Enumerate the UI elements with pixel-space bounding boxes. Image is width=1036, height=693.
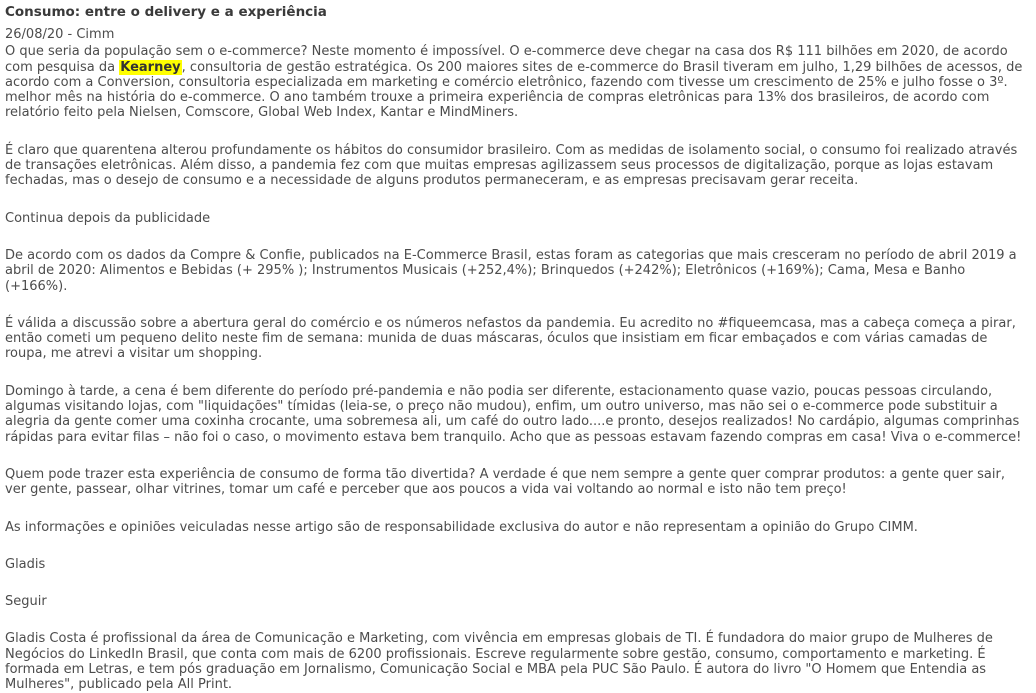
ad-continuation-notice: Continua depois da publicidade [5, 210, 211, 226]
author-bio: Gladis Costa é profissional da área de Comunicação e Marketing, com vivência em empresas globais de TI. É fundadora do maior grupo de Mulheres de Negócios do LinkedIn Brasil, que conta com mais de 6200 profissionais. Escreve regularmente sobre gestão, consumo, comportamento e marketing. É formada em Letras, e tem pós graduação em Jornalismo, Comunicação Social e MBA pela PUC São Paulo. É autora do livro "O Homem que Entendia as Mulheres", publicado pela All Print. [5, 631, 993, 693]
article-paragraph-sunday: Domingo à tarde, a cena é bem diferente do período pré-pandemia e não podia ser diferente, estacionamento quase vazio, poucas pessoas circulando, algumas visitando lojas, com "liquidações" tímidas (leia-se, o preço não mudou), enfim, um outro universo, mas não sei o e-commerce pode substituir a alegria da gente comer uma coxinha crocante, uma sobremesa ali, um café do outro lado....e pronto, desejos realizados! No cardápio, algumas comprinhas rápidas para evitar filas – não foi o caso, o movimento estava bem tranquilo. Acho que as pessoas estavam fazendo compras em casa! Viva o e-commerce! [5, 383, 1022, 445]
disclaimer-text: As informações e opiniões veiculadas nesse artigo são de responsabilidade exclusiva do autor e não representam a opinião do Grupo CIMM. [5, 519, 918, 535]
author-name[interactable]: Gladis [5, 556, 46, 572]
search-highlighted-term: Kearney [120, 59, 181, 75]
paragraph-text-after-highlight: , consultoria de gestão estratégica. Os 200 maiores sites de e-commerce do Brasil tiveram em julho, 1,29 bilhões de acessos, de acordo com a Conversion, consultoria especializada em marketing e comércio eletrônico, fazendo com tivesse um crescimento de 25% e julho fosse o 3º. melhor mês na história do e-commerce. O ano também trouxe a primeira experiência de compras eletrônicas para 13% dos brasileiros, de acordo com relatório feito pela Nielsen, Comscore, Global Web Index, Kantar e MindMiners. [5, 59, 1023, 121]
article-paragraph-mall-visit: É válida a discussão sobre a abertura geral do comércio e os números nefastos da pandemia. Eu acredito no #fiqueemcasa, mas a cabeça começa a pirar, então cometi um pequeno delito neste fim de semana: munida de duas máscaras, óculos que insistiam em ficar embaçados e com várias camadas de roupa, me atrevi a visitar um shopping. [5, 315, 1016, 362]
article-title: Consumo: entre o delivery e a experiência [5, 4, 327, 20]
article-paragraph-experience: Quem pode trazer esta experiência de consumo de forma tão divertida? A verdade é que nem sempre a gente quer comprar produtos: a gente quer sair, ver gente, passear, olhar vitrines, tomar um café e perceber que aos poucos a vida vai voltando ao normal e isto não tem preço! [5, 466, 1005, 498]
article-date: 26/08/20 - Cimm [5, 27, 115, 42]
article-paragraph-categories: De acordo com os dados da Compre & Confie, publicados na E-Commerce Brasil, estas foram as categorias que mais cresceram no período de abril 2019 a abril de 2020: Alimentos e Bebidas (+ 295% ); Instrumentos Musicais (+252,4%); Brinquedos (+242%); Eletrônicos (+169%); Cama, Mesa e Banho (+166%). [5, 247, 1017, 294]
follow-link[interactable]: Seguir [5, 594, 47, 610]
paragraph-text-before-highlight: O que seria da população sem o e-commerce? Neste momento é impossível. O e-commerce deve chegar na casa dos R$ 111 bilhões em 2020, de acordo com pesquisa da [5, 44, 1008, 75]
article-paragraph-intro [5, 44, 1030, 120]
article-paragraph-quarantine: É claro que quarentena alterou profundamente os hábitos do consumidor brasileiro. Com as medidas de isolamento social, o consumo foi realizado através de transações eletrônicas. Além disso, a pandemia fez com que muitas empresas agilizassem seus processos de digitalização, porque as lojas estavam fechadas, mas o desejo de consumo e a necessidade de alguns produtos permaneceram, e as empresas precisavam gerar receita. [5, 142, 1018, 189]
